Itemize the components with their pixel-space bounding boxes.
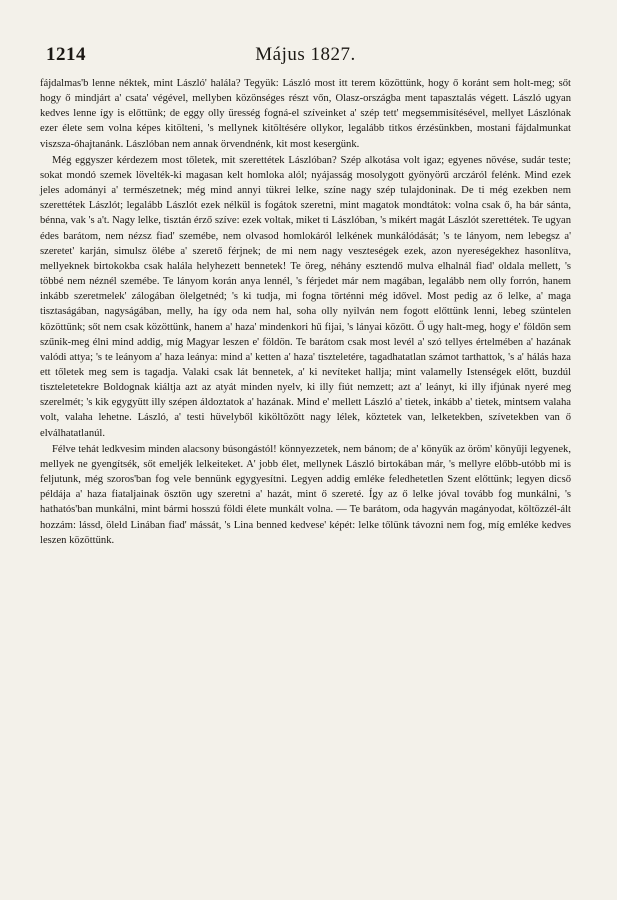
- paragraph: Még eggyszer kérdezem most tőletek, mit szerettétek Lászlóban? Szép alkotása volt igaz; egyenes növése, sudár teste; sokat mondó szemek lövelték-ki magasan kelt homloka alól; nyájasság mosolygott gyönyörű arczáról felénk. Mind ezek jeles adományi a' természetnek; még mind annyi tükrei lelke, színe nagy szép tulajdoninak. De ti még ezekben nem szerettétek Lászlót; legalább Lászlót ezek nélkül is fogátok szeretni, mint magatok mondtátok: volna csak ő, ha bár sánta, bénna, vak 's a't. Nagy lelke, tisztán érző szíve: ezek voltak, miket ti Lászlóban, 's mikért magát Lászlót szerettétek. Te ugyan édes barátom, nem nézsz fiad' szemébe, nem olvasod homlokáról lelkének munkálódását; 's te lányom, nem lebegsz a' szeretet' karján, simulsz ölébe a' szerető férjnek; de mi nem nagy veszteségek ezek, azon nyereségekhez hasonlítva, mellyeknek birtokokba csak halála helyhezett bennetek! Te öreg, néhány esztendő mulva elhalnál fiad' oldala mellett, 's többé nem néznél szemébe. Te lányom korán anya lennél, 's férjedet már nem magában, legalább nem olly forrón, hanem inkább szeretmelek' zálogában ölelgetnéd; 's ki tudja, mi fogna történni még idővel. Most pedig az ő lelke, a' maga tisztaságában, nagyságában, melly, ha így oda nem hal, soha olly nyilván nem fogott előttünk lenni, lebeg szüntelen közöttünk; sőt nem csak közöttünk, hanem a' haza' mindenkori hű fijai, 's lányai között. Ő ugy halt-meg, hogy e' földön sem szűnik-meg élni mind addig, míg Magyar leszen e' földön. Te barátom csak most levél a' szó tellyes értelmében a' hazának valódi attya; 's te leányom a' haza leánya: mind a' ketten a' haza' tiszteletére, tagadhatatlan számot tarthattok, 's a' hálás haza ett tőletek meg sem is tagadja. Valaki csak lát bennetek, a' ki nevíteket hallja; mint valamelly Istenségek előtt, buzdúl tiszteletetekre Boldognak kiáltja azt az atyát minden nyelv, ki illy fiút nemzett; azt a' leányt, ki illy ifjúnak nyeré meg szerelmét; 's kik egygyütt illy szépen áldoztatok a' hazának. Mind e' mellett László a' tietek, inkább a' tietek, mintsem valaha volt, valaha lehetne. László, a' testi hüvelyből kiköltözött nagy lélek, köztetek van, lelketekben, szívetekben van ő elválhatatlanúl.: [40, 154, 571, 439]
- running-title: Május 1827.: [255, 44, 356, 65]
- paragraph: fájdalmas'b lenne néktek, mint László' halála? Tegyük: László most itt terem közöttünk, hogy ő koránt sem holt-meg; sőt hogy ő mindjárt a' csata' végével, mellyben közönséges részt vőn, Olasz-országba ment tapasztalás végett. László ugyan kedves lenne így is előttünk; de eggy olly üresség fogná-el szíveinket a' szép tett' megsemmisítésével, mellyet Lászlónak ezer élete sem volna képes kitölteni, 's mellynek kitöltésére ollykor, legalább titkos érzésünkben, mostani fájdalmunkat viszsza-óhajtanánk. Lászlóban nem annak örvendnénk, kit most kesergünk.: [40, 78, 571, 150]
- page-number: 1214: [46, 44, 86, 65]
- paragraph: Félve tehát ledkvesim minden alacsony búsongástól! könnyezzetek, nem bánom; de a' könyűk az öröm' könyűji legyenek, mellyek ne gyengítsék, sőt emeljék lelkeiteket. A' jobb élet, mellynek László birtokában már, 's mellyre előbb-utóbb mi is feljutunk, még szoros'ban fog vele bennünk egygyesítni. Legyen addig emléke feledhetetlen Szent előttünk; legyen dicső példája a' haza fiataljainak ösztön ugy szeretni a' hazát, mint ő szereté. Így az ő lelke jóval tovább fog munkálni, 's hathatós'ban munkálni, mint bármi hosszú földi élete munkált volna. — Te barátom, oda hagyván magányodat, költözzél-ált hozzám: lássd, öleld Linában fiad' mássát, 's Lina benned kedvese' képét: lelke tőlünk távozni nem fog, míg emléke kedves leszen közöttünk.: [40, 443, 571, 546]
- page-header: [40, 44, 571, 70]
- body-text: [40, 76, 571, 548]
